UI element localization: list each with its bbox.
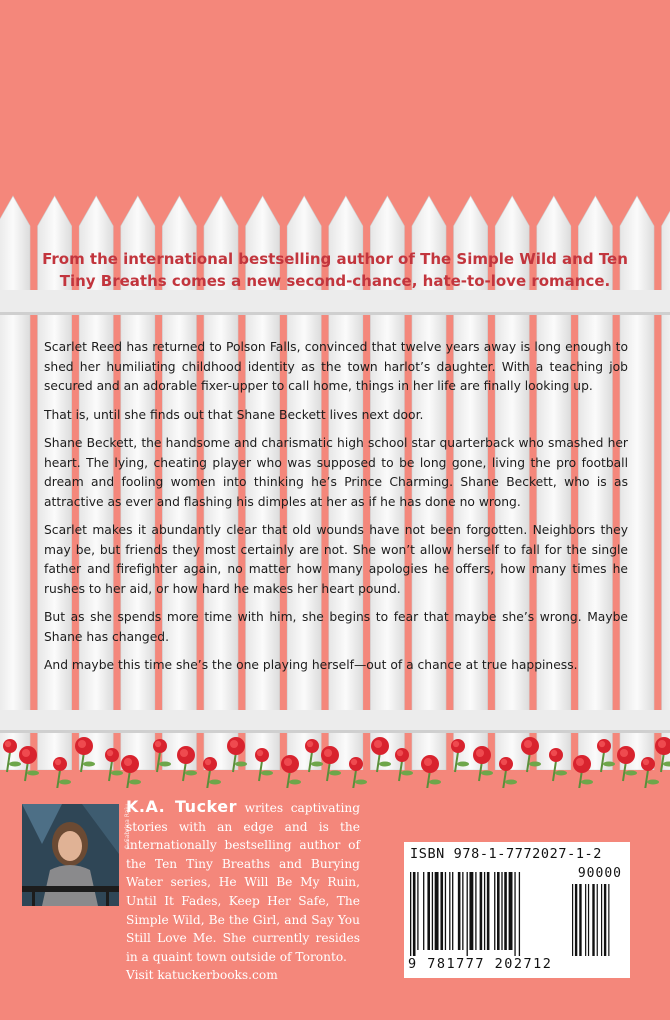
author-name: K.A. Tucker (126, 797, 238, 816)
author-photo (22, 804, 119, 906)
blurb-paragraph: That is, until she finds out that Shane Beckett lives next door. (44, 407, 424, 422)
flower-row (0, 728, 670, 788)
author-bio (126, 798, 360, 985)
book-blurb (44, 338, 628, 685)
blurb-paragraph: Scarlet makes it abundantly clear that old wounds have not been forgotten. Neighbors they may be, but friends they most certainly are not. She won’t allow herself to fall for the single father and firefighter again, no matter how many apologies he offers, how many times he rushes to her aid, or how hard he makes her heart pound. (44, 523, 628, 596)
isbn-barcode (404, 842, 630, 978)
blurb-paragraph: But as she spends more time with him, she begins to fear that maybe she’s wrong. Maybe Shane has changed. (44, 610, 628, 644)
blurb-paragraph: Shane Beckett, the handsome and charismatic high school star quarterback who smashed her heart. The lying, cheating player who was supposed to be long gone, living the pro football dream and fooling women into thinking he’s Prince Charming. Shane Beckett, who is as attractive as ever and flashing his dimples at her as if he has done no wrong. (44, 436, 628, 509)
isbn-number: ISBN 978-1-7772027-1-2 (410, 846, 603, 862)
blurb-paragraph: Scarlet Reed has returned to Polson Falls, convinced that twelve years away is long enough to shed her humiliating childhood identity as the town harlot’s daughter. With a teaching job secured and an adorable fixer-upper to call home, things in her life are finally looking up. (44, 340, 628, 393)
price-code: 90000 (577, 866, 622, 881)
tagline: From the international bestselling author of The Simple Wild and Ten Tiny Breaths comes a new second-chance, hate-to-love romance. (42, 250, 628, 290)
blurb-paragraph: And maybe this time she’s the one playing herself—out of a chance at true happiness. (44, 658, 578, 672)
photo-credit: © Sabrina Raju (124, 804, 131, 850)
ean-number: 9 781777 202712 (408, 956, 553, 972)
author-section (0, 790, 670, 1020)
author-website: Visit katuckerbooks.com (126, 968, 278, 983)
author-bio-text: writes captivating stories with an edge and is the internationally bestselling author of the Ten Tiny Breaths and Burying Water series, He Will Be My Ruin, Until It Fades, Keep Her Safe, The Simple Wild, Be the Girl, and Say You Still Love Me. She currently resides in a quaint town outside of Toronto. (126, 801, 360, 964)
